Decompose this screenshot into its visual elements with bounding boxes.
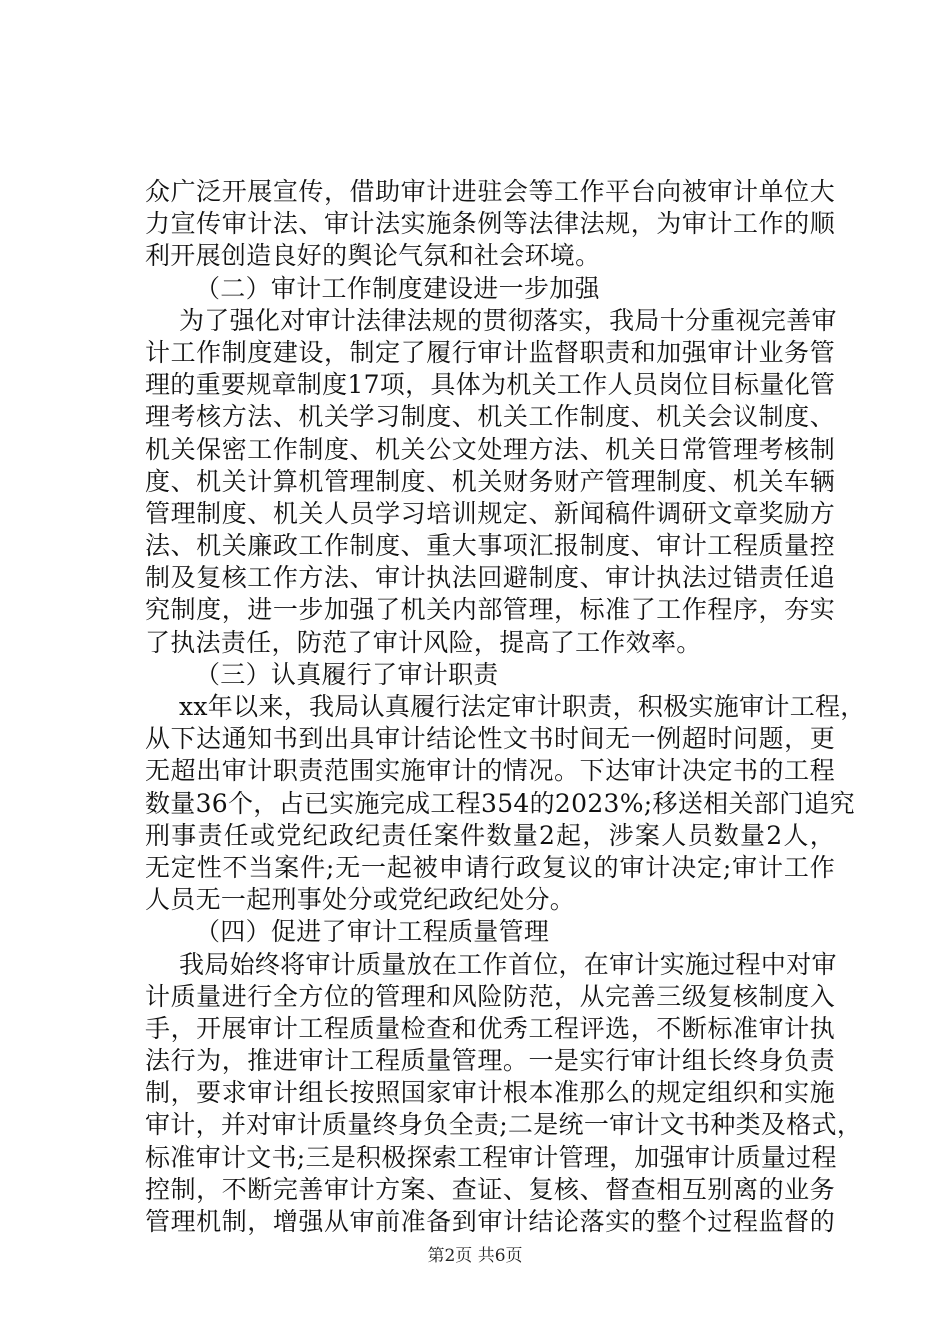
text-line: 制及复核工作方法、审计执法回避制度、审计执法过错责任追 [145,563,835,593]
text-line: xx年以来，我局认真履行法定审计职责，积极实施审计工程， [179,692,866,721]
text-line: 审计，并对审计质量终身负全责;二是统一审计文书种类及格式， [145,1110,863,1140]
text-line: 控制，不断完善审计方案、查证、复核、督查相互别离的业务 [145,1174,835,1204]
text-line: 计工作制度建设，制定了履行审计监督职责和加强审计业务管 [145,337,835,367]
text-line: 究制度，进一步加强了机关内部管理，标准了工作程序，夯实 [145,595,835,625]
text-line: 从下达通知书到出具审计结论性文书时间无一例超时问题，更 [145,724,835,754]
text-line: 为了强化对审计法律法规的贯彻落实，我局十分重视完善审 [179,305,837,335]
text-line: 管理机制，增强从审前准备到审计结论落实的整个过程监督的 [145,1207,835,1236]
text-line: 机关保密工作制度、机关公文处理方法、机关日常管理考核制 [145,434,835,464]
text-line: 度、机关计算机管理制度、机关财务财产管理制度、机关车辆 [145,466,835,496]
text-line: 无超出审计职责范围实施审计的情况。下达审计决定书的工程 [145,756,835,786]
text-line: 利开展创造良好的舆论气氛和社会环境。 [145,241,601,271]
text-line: 我局始终将审计质量放在工作首位，在审计实施过程中对审 [179,949,837,979]
text-line: 了执法责任，防范了审计风险，提高了工作效率。 [145,627,702,657]
text-line: 无定性不当案件;无一起被申请行政复议的审计决定;审计工作 [145,852,835,882]
text-line: 人员无一起刑事处分或党纪政纪处分。 [145,885,576,915]
text-line: 管理制度、机关人员学习培训规定、新闻稿件调研文章奖励方 [145,498,835,528]
text-line: 刑事责任或党纪政纪责任案件数量2起，涉案人员数量2人， [145,820,835,850]
text-line: 众广泛开展宣传，借助审计进驻会等工作平台向被审计单位大 [145,177,835,206]
text-line: 手，开展审计工程质量检查和优秀工程评选，不断标准审计执 [145,1013,835,1043]
text-line: 法、机关廉政工作制度、重大事项汇报制度、审计工程质量控 [145,531,835,561]
text-line: 理考核方法、机关学习制度、机关工作制度、机关会议制度、 [145,402,835,432]
section-heading: （三）认真履行了审计职责 [195,659,499,689]
text-line: 数量36个，占已实施完成工程354的2023%;移送相关部门追究 [145,788,855,818]
text-line: 理的重要规章制度17项，具体为机关工作人员岗位目标量化管 [145,370,836,400]
text-line: 标准审计文书;三是积极探索工程审计管理，加强审计质量过程 [145,1142,837,1172]
section-heading: （二）审计工作制度建设进一步加强 [195,273,600,303]
section-heading: （四）促进了审计工程质量管理 [195,917,550,947]
text-line: 制，要求审计组长按照国家审计根本准那么的规定组织和实施 [145,1078,835,1108]
text-line: 力宣传审计法、审计法实施条例等法律法规，为审计工作的顺 [145,209,835,239]
text-line: 法行为，推进审计工程质量管理。一是实行审计组长终身负责 [145,1046,835,1076]
text-line: 计质量进行全方位的管理和风险防范，从完善三级复核制度入 [145,981,835,1011]
document-body [145,176,866,1238]
page-number: 第2页 共6页 [427,1246,523,1266]
